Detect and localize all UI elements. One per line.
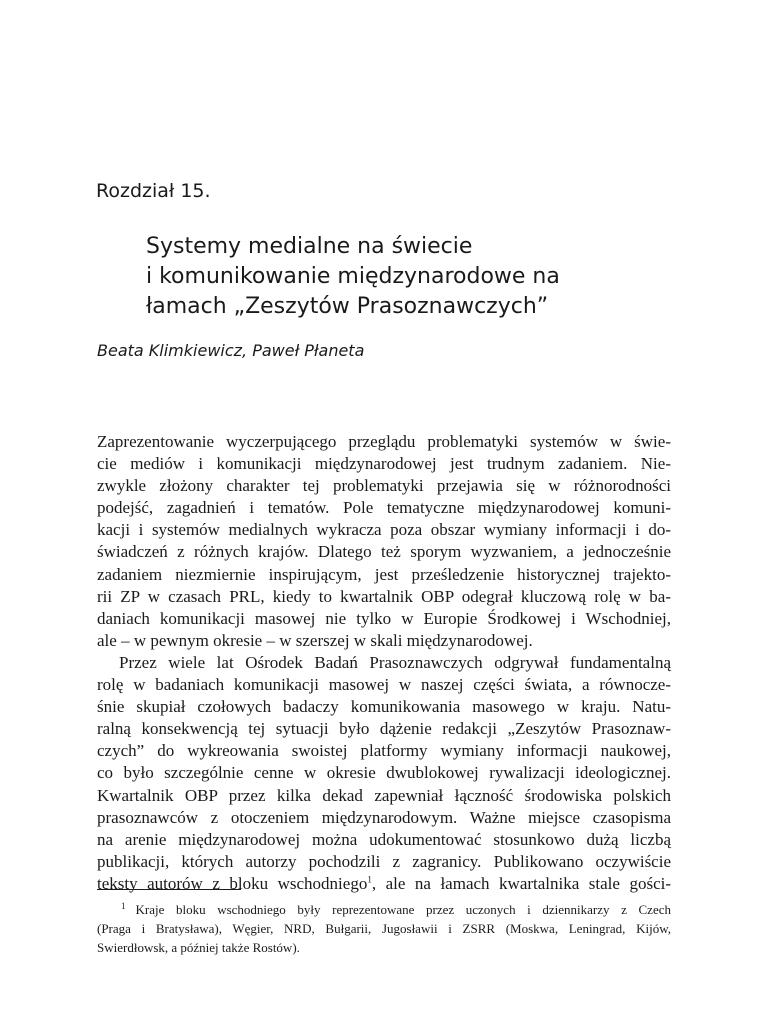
text-line: co było szczególnie cenne w okresie dwublokowej rywalizacji ideologicznej. — [97, 763, 671, 783]
chapter-title-line: Systemy medialne na świecie — [146, 234, 473, 259]
body-text — [97, 431, 671, 895]
text-line — [97, 873, 671, 895]
footnote-line: Swierdłowsk, a później także Rostów). — [97, 940, 300, 955]
footnote-line — [97, 900, 671, 919]
text-line: Kwartalnik OBP przez kilka dekad zapewniał łączność środowiska polskich — [97, 785, 671, 805]
text-line: śnie skupiał czołowych badaczy komunikowania masowego w kraju. Natu- — [97, 697, 671, 717]
footnote-text: Kraje bloku wschodniego były reprezentowane przez uczonych i dziennikarzy z Czech — [135, 902, 671, 917]
footnote-number: 1 — [121, 900, 126, 911]
text-line: rii ZP w czasach PRL, kiedy to kwartalnik OBP odegrał kluczową rolę w ba- — [97, 586, 671, 606]
text-line: daniach komunikacji masowej nie tylko w Europie Środkowej i Wschodniej, — [97, 608, 671, 628]
chapter-title-line: łamach „Zeszytów Prasoznawczych” — [146, 294, 549, 319]
footnote-divider — [97, 889, 241, 890]
text-line: ale – w pewnym okresie – w szerszej w skali międzynarodowej. — [97, 630, 533, 650]
text-line: zwykle złożony charakter tej problematyki przejawia się w różnorodności — [97, 476, 671, 496]
paragraph-2 — [97, 652, 671, 895]
text-line: ralną konsekwencją tej sytuacji było dążenie redakcji „Zeszytów Prasoznaw- — [97, 719, 671, 739]
text-segment: teksty autorów z bloku wschodniego — [97, 873, 368, 893]
text-line: zadaniem niezmiernie inspirującym, jest prześledzenie historycznej trajekto- — [97, 564, 671, 584]
text-segment: , ale na łamach kwartalnika stale gości- — [371, 873, 671, 893]
paragraph-1 — [97, 431, 671, 652]
footnote-line: (Praga i Bratysława), Węgier, NRD, Bułgarii, Jugosławii i ZSRR (Moskwa, Leningrad, Kijów, — [97, 921, 671, 936]
text-line: czych” do wykreowania swoistej platformy wymiany informacji naukowej, — [97, 741, 671, 761]
text-line: świadczeń z różnych krajów. Dlatego też sporym wyzwaniem, a jednocześnie — [97, 542, 671, 562]
text-line: Przez wiele lat Ośrodek Badań Prasoznawczych odgrywał fundamentalną — [119, 652, 671, 672]
text-line: kacji i systemów medialnych wykracza poza obszar wymiany informacji i do- — [97, 520, 671, 540]
chapter-label: Rozdział 15. — [96, 180, 211, 202]
text-line: podejść, zagadnień i tematów. Pole tematyczne międzynarodowej komuni- — [97, 498, 671, 518]
text-line: na arenie międzynarodowej można udokumentować stosunkowo dużą liczbą — [97, 829, 671, 849]
chapter-title — [146, 232, 706, 322]
footnote-reference[interactable]: 1 — [367, 874, 372, 885]
text-line: prasoznawców z otoczeniem międzynarodowym. Ważne miejsce czasopisma — [97, 807, 671, 827]
chapter-title-line: i komunikowanie międzynarodowe na — [146, 264, 560, 289]
chapter-authors: Beata Klimkiewicz, Paweł Płaneta — [97, 341, 365, 360]
text-line: cie mediów i komunikacji międzynarodowej jest trudnym zadaniem. Nie- — [97, 454, 671, 474]
footnote — [97, 900, 671, 957]
text-line: rolę w badaniach komunikacji masowej w naszej części świata, a równocze- — [97, 675, 671, 695]
text-line: publikacji, których autorzy pochodzili z zagranicy. Publikowano oczywiście — [97, 851, 671, 871]
text-line: Zaprezentowanie wyczerpującego przeglądu problematyki systemów w świe- — [97, 432, 671, 451]
